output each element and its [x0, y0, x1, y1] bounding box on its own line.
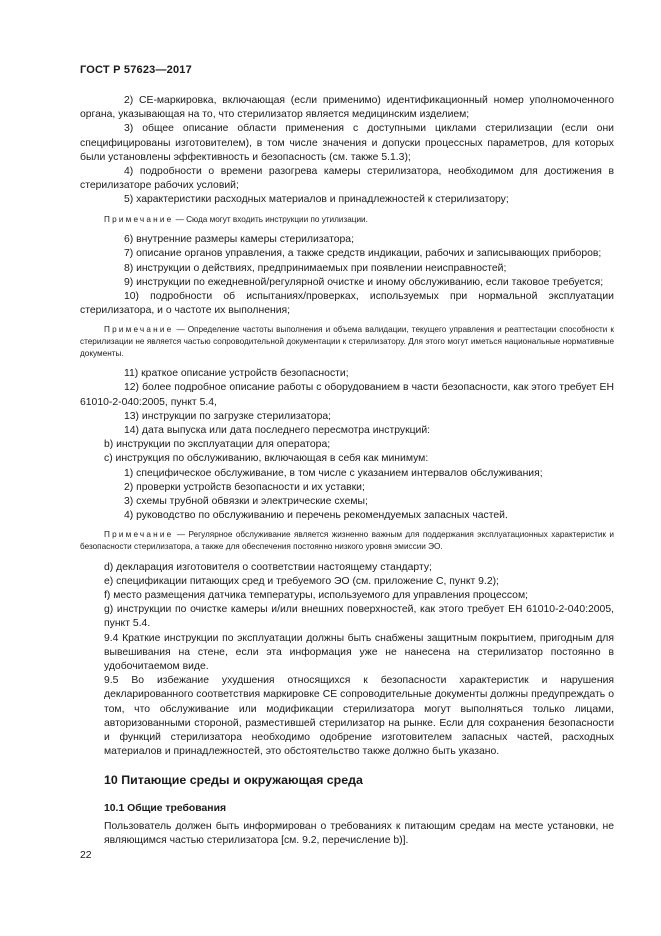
list-item: b) инструкции по эксплуатации для оператора; [104, 439, 331, 451]
list-item: c) инструкция по обслуживанию, включающая в себя как минимум: [104, 453, 429, 465]
note-text: — Регулярное обслуживание является жизненно важным для поддержания эксплуатационных характеристик и безопасности стерилизатора, а также для обеспечения постоянно низкого уровня эмиссии ЭО. [80, 530, 614, 552]
list-item: f) место размещения датчика температуры, используемого для управления процессом; [104, 590, 528, 602]
list-item: g) инструкции по очистке камеры и/или внешних поверхностей, как этого требует ЕН 61010-2-040:2005, пункт 5.4. [104, 604, 614, 630]
list-item: 13) инструкции по загрузке стерилизатора; [124, 410, 332, 422]
list-item: 10) подробности об испытаниях/проверках, используемых при нормальной эксплуатации стерилизатора, и о частоте их выполнения; [80, 291, 614, 317]
list-item: 2) проверки устройств безопасности и их уставки; [124, 481, 365, 493]
note-text: — Определение частоты выполнения и объема валидации, текущего управления и реаттестации способности к стерилизации не является частью сопроводительной документации к стерилизатору. Для этого могут иметься национальные нормативные документы. [80, 325, 614, 358]
paragraph: 9.4 Краткие инструкции по эксплуатации должны быть снабжены защитным покрытием, пригодным для вывешивания на стене, если эта информация уже не нанесена на стерилизатор постоянно в удобочитаемом виде. [104, 632, 614, 673]
list-item: 7) описание органов управления, а также средств индикации, рабочих и записывающих приборов; [124, 248, 602, 260]
note [80, 529, 614, 552]
list-item: 5) характеристики расходных материалов и принадлежностей к стерилизатору; [124, 194, 509, 206]
note-label: Примечание [104, 530, 174, 540]
note-label: Примечание [104, 325, 174, 335]
note [80, 214, 614, 226]
section-heading: 10 Питающие среды и окружающая среда [104, 773, 363, 788]
list-item: 9) инструкции по ежедневной/регулярной очистке и иному обслуживанию, если таковое требуется; [124, 276, 604, 288]
list-item: 3) общее описание области применения с доступными циклами стерилизации (если они специфицированы изготовителем), в том числе значения и допуски процессных параметров, для которых были установлены эффективность и безопасность (см. также 5.1.3); [80, 123, 614, 163]
list-item: d) декларация изготовителя о соответствии настоящему стандарту; [104, 561, 432, 573]
note [80, 324, 614, 359]
paragraph: 9.5 Во избежание ухудшения относящихся к безопасности характеристик и нарушения декларированного соответствия маркировке СЕ сопроводительные документы должны предупреждать о том, что обслуживание или модификации стерилизатора могут выполняться только лицами, авторизованными стороной, разместившей стерилизатор на рынке. Если для сохранения безопасности и функций стерилизатора необходимо одобрение изготовителем запасных частей, расходных материалов и принадлежностей, это обстоятельство также должно быть указано. [104, 675, 614, 758]
paragraph: Пользователь должен быть информирован о требованиях к питающим средам на месте установки, не являющимся частью стерилизатора [см. 9.2, перечисление b)]. [104, 820, 614, 847]
list-item: 8) инструкции о действиях, предпринимаемых при появлении неисправностей; [124, 262, 507, 274]
subsection-heading: 10.1 Общие требования [104, 802, 227, 814]
list-item: 1) специфическое обслуживание, в том числе с указанием интервалов обслуживания; [124, 467, 543, 479]
document-header: ГОСТ Р 57623—2017 [80, 64, 192, 76]
list-item: 3) схемы трубной обвязки и электрические схемы; [124, 496, 368, 508]
list-item: 11) краткое описание устройств безопасности; [124, 368, 349, 380]
list-item: 12) более подробное описание работы с оборудованием в части безопасности, как этого требует ЕН 61010-2-040:2005, пункт 5.4, [80, 382, 614, 408]
list-item: 2) СЕ-маркировка, включающая (если применимо) идентификационный номер уполномоченного органа, указывающая на то, что стерилизатор является медицинским изделием; [80, 95, 614, 121]
note-text: — Сюда могут входить инструкции по утилизации. [173, 214, 368, 224]
page-number: 22 [80, 850, 92, 861]
list-item: 6) внутренние размеры камеры стерилизатора; [124, 234, 354, 246]
list-item: 4) руководство по обслуживанию и перечень рекомендуемых запасных частей. [124, 510, 508, 522]
note-label: Примечание [104, 214, 174, 224]
list-item: 14) дата выпуска или дата последнего пересмотра инструкций: [124, 425, 431, 437]
list-item: 4) подробности о времени разогрева камеры стерилизатора, необходимом для достижения в стерилизаторе рабочих условий; [80, 166, 614, 192]
document-body [80, 94, 614, 848]
list-item: e) спецификации питающих сред и требуемого ЭО (см. приложение С, пункт 9.2); [104, 575, 499, 587]
